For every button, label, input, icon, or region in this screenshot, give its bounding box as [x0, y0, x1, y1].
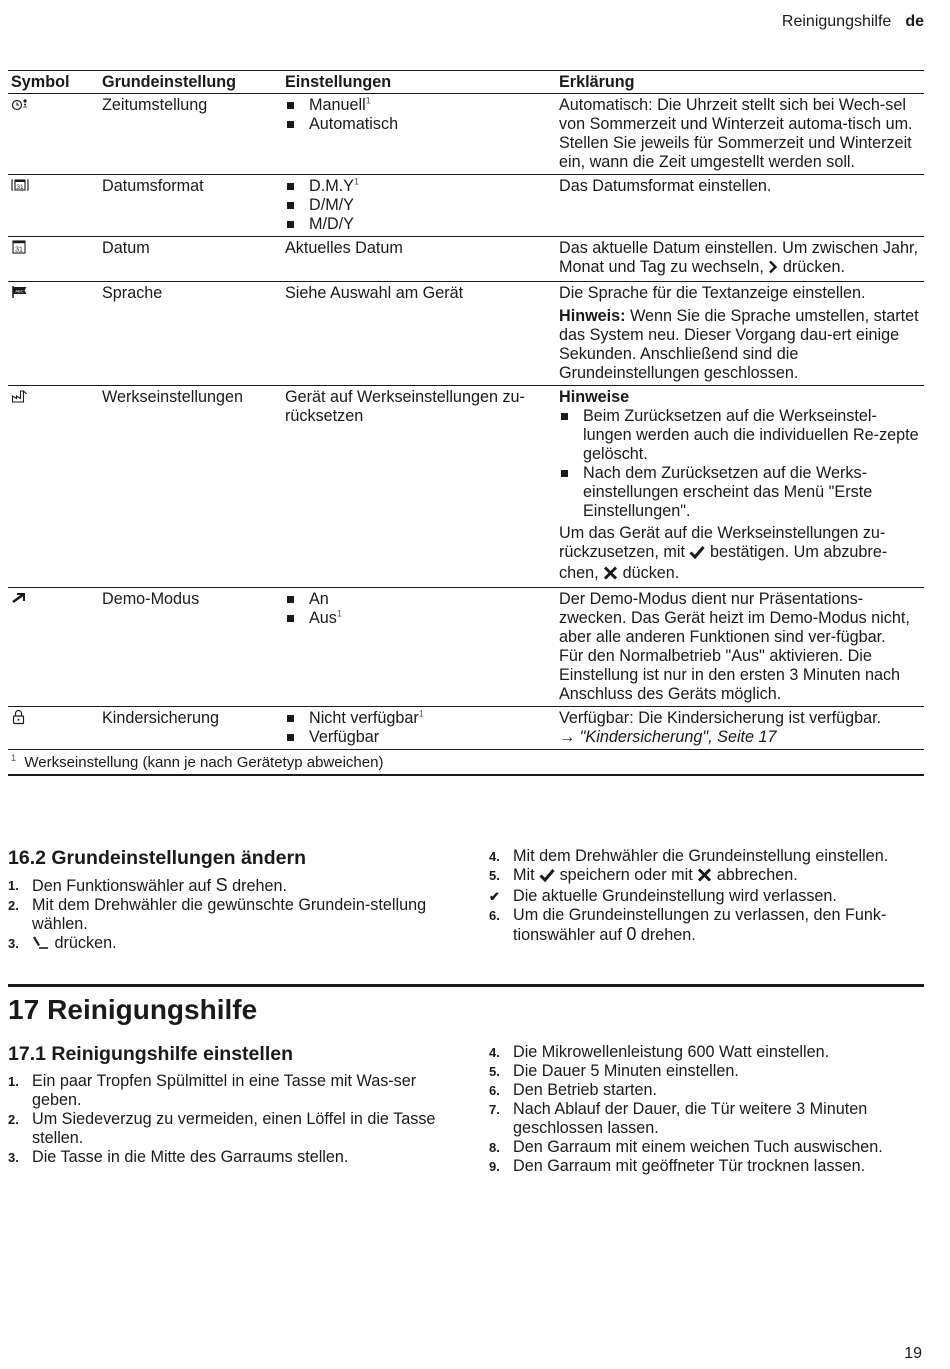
setting-value: Siehe Auswahl am Gerät	[282, 282, 556, 386]
table-row	[8, 707, 924, 750]
header-language: de	[905, 13, 924, 30]
option-item: An	[285, 590, 552, 609]
confirm-text: Um das Gerät auf die Werkseinstellungen zu-rückzusetzen, mit bestätigen. Um abzubre-chen, dücken.	[559, 524, 920, 585]
list-item: 9. Den Garraum mit geöffneter Tür trocknen lassen.	[489, 1157, 866, 1175]
table-row	[8, 237, 924, 282]
setting-name: Sprache	[99, 282, 282, 386]
chapter-heading: 17 Reinigungshilfe	[8, 994, 258, 1025]
demo-mode-icon	[11, 590, 29, 606]
note-item: Nach dem Zurücksetzen auf die Werks-einstellungen erscheint das Menü "Erste Einstellungen".	[559, 464, 920, 521]
section-heading: 16.2 Grundeinstellungen ändern	[8, 847, 306, 869]
table-footnote-row	[8, 750, 924, 776]
explanation-text: Für den Normalbetrieb "Aus" aktivieren. Die Einstellung ist nur in den ersten 3 Minuten nach Anschluss des Geräts möglich.	[559, 647, 901, 703]
list-item: 2. Um Siedeverzug zu vermeiden, einen Löffel in die Tasse stellen.	[8, 1110, 436, 1147]
option-item: Aus$^1$	[285, 609, 552, 628]
cross-reference-link[interactable]: → "Kindersicherung", Seite 17	[559, 728, 777, 746]
lock-icon	[11, 709, 29, 725]
checkmark-icon	[539, 868, 555, 887]
explanation-text: Verfügbar: Die Kindersicherung ist verfügbar.	[559, 709, 882, 727]
list-item: ✔ Die aktuelle Grundeinstellung wird verlassen.	[489, 887, 837, 905]
list-item: 4. Die Mikrowellenleistung 600 Watt einstellen.	[489, 1043, 830, 1061]
cross-icon	[697, 868, 712, 887]
setting-name: Demo-Modus	[99, 588, 282, 707]
table-row	[8, 282, 924, 386]
option-item: $D.M.Y^1$	[285, 177, 552, 196]
setting-name: Datumsformat	[99, 175, 282, 237]
notes-title: Hinweise	[559, 388, 630, 406]
column-header-symbol: Symbol	[8, 71, 99, 94]
list-item: 1. Den Funktionswähler auf S drehen.	[8, 875, 287, 895]
list-item: 7. Nach Ablauf der Dauer, die Tür weitere 3 Minuten geschlossen lassen.	[489, 1100, 868, 1137]
option-item: Automatisch	[285, 115, 552, 134]
setting-name: Zeitumstellung	[99, 94, 282, 175]
setting-name: Werkseinstellungen	[99, 386, 282, 588]
svg-text:ABC: ABC	[15, 288, 24, 294]
running-header	[782, 12, 924, 31]
page-number: 19	[904, 1345, 922, 1362]
table-row	[8, 175, 924, 237]
table-footnote: $^1$ Werkseinstellung (kann je nach Gerätetyp abweichen)	[8, 750, 924, 776]
result-check-icon: ✔	[489, 889, 500, 904]
option-item: M/D/Y	[285, 215, 552, 234]
list-item: 3. drücken.	[8, 934, 448, 955]
option-item: Verfügbar	[285, 728, 552, 747]
setting-name: Kindersicherung	[99, 707, 282, 750]
back-key-icon	[32, 936, 50, 955]
chevron-right-icon	[768, 260, 778, 279]
setting-value: Gerät auf Werkseinstellungen zu-rücksetzen	[282, 386, 556, 588]
explanation-text: Automatisch: Die Uhrzeit stellt sich bei Wech-sel von Sommerzeit und Winterzeit automa-tisch um. Stellen Sie jeweils für Sommerzeit und Winterzeit ein, wann die Zeit umgestellt werden soll.	[559, 96, 913, 171]
note-text: Hinweis: Wenn Sie die Sprache umstellen, startet das System neu. Dieser Vorgang dau-ert einige Sekunden. Anschließend sind die Grundeinstellungen geschlossen.	[559, 307, 919, 382]
explanation-text: Der Demo-Modus dient nur Präsentations-zwecken. Das Gerät heizt im Demo-Modus nicht, aber alle anderen Funktionen sind ver-fügbar.	[559, 590, 910, 646]
svg-text:31: 31	[16, 184, 24, 191]
table-row	[8, 588, 924, 707]
clock-icon	[11, 96, 29, 112]
column-header-explanation: Erklärung	[556, 71, 924, 94]
setting-value: Aktuelles Datum	[282, 237, 556, 282]
checkmark-icon	[689, 545, 705, 564]
cross-icon	[603, 566, 618, 585]
explanation-text: Das Datumsformat einstellen.	[559, 177, 772, 195]
option-item: Nicht verfügbar$^1$	[285, 709, 552, 728]
function-selector-symbol: S	[215, 875, 228, 895]
table-row	[8, 386, 924, 588]
header-section-title: Reinigungshilfe	[781, 13, 892, 30]
explanation-text: Die Sprache für die Textanzeige einstellen.	[559, 284, 866, 302]
svg-text:31: 31	[15, 246, 23, 254]
table-row	[8, 94, 924, 175]
option-item: Manuell$^1$	[285, 96, 552, 115]
list-item: 8. Den Garraum mit einem weichen Tuch auswischen.	[489, 1138, 883, 1156]
note-item: Beim Zurücksetzen auf die Werkseinstel-lungen werden auch die individuellen Re-zepte gelöscht.	[559, 407, 920, 464]
option-item: D/M/Y	[285, 196, 552, 215]
list-item: 3. Die Tasse in die Mitte des Garraums stellen.	[8, 1148, 349, 1166]
explanation-text: Das aktuelle Datum einstellen. Um zwischen Jahr, Monat und Tag zu wechseln, drücken.	[559, 239, 920, 279]
table-header-row	[8, 71, 924, 94]
calendar-icon	[11, 239, 29, 255]
list-item: 6. Um die Grundeinstellungen zu verlassen, den Funk-tionswähler auf 0 drehen.	[489, 906, 887, 944]
language-flag-icon	[11, 284, 29, 300]
list-item: 1. Ein paar Tropfen Spülmittel in eine Tasse mit Was-ser geben.	[8, 1072, 417, 1109]
list-item: 4. Mit dem Drehwähler die Grundeinstellung einstellen.	[489, 847, 889, 865]
chapter-17	[8, 984, 924, 1027]
list-item: 2. Mit dem Drehwähler die gewünschte Grundein-stellung wählen.	[8, 896, 427, 933]
list-item: 5. Die Dauer 5 Minuten einstellen.	[489, 1062, 739, 1080]
date-format-icon	[11, 177, 29, 193]
column-header-options: Einstellungen	[282, 71, 556, 94]
factory-reset-icon	[11, 388, 29, 404]
list-item: 6. Den Betrieb starten.	[489, 1081, 657, 1099]
column-header-setting: Grundeinstellung	[99, 71, 282, 94]
off-position-symbol: 0	[626, 924, 637, 944]
section-heading: 17.1 Reinigungshilfe einstellen	[8, 1043, 293, 1065]
settings-table	[8, 70, 924, 776]
list-item: 5. Mit speichern oder mit abbrechen.	[489, 866, 929, 887]
setting-name: Datum	[99, 237, 282, 282]
